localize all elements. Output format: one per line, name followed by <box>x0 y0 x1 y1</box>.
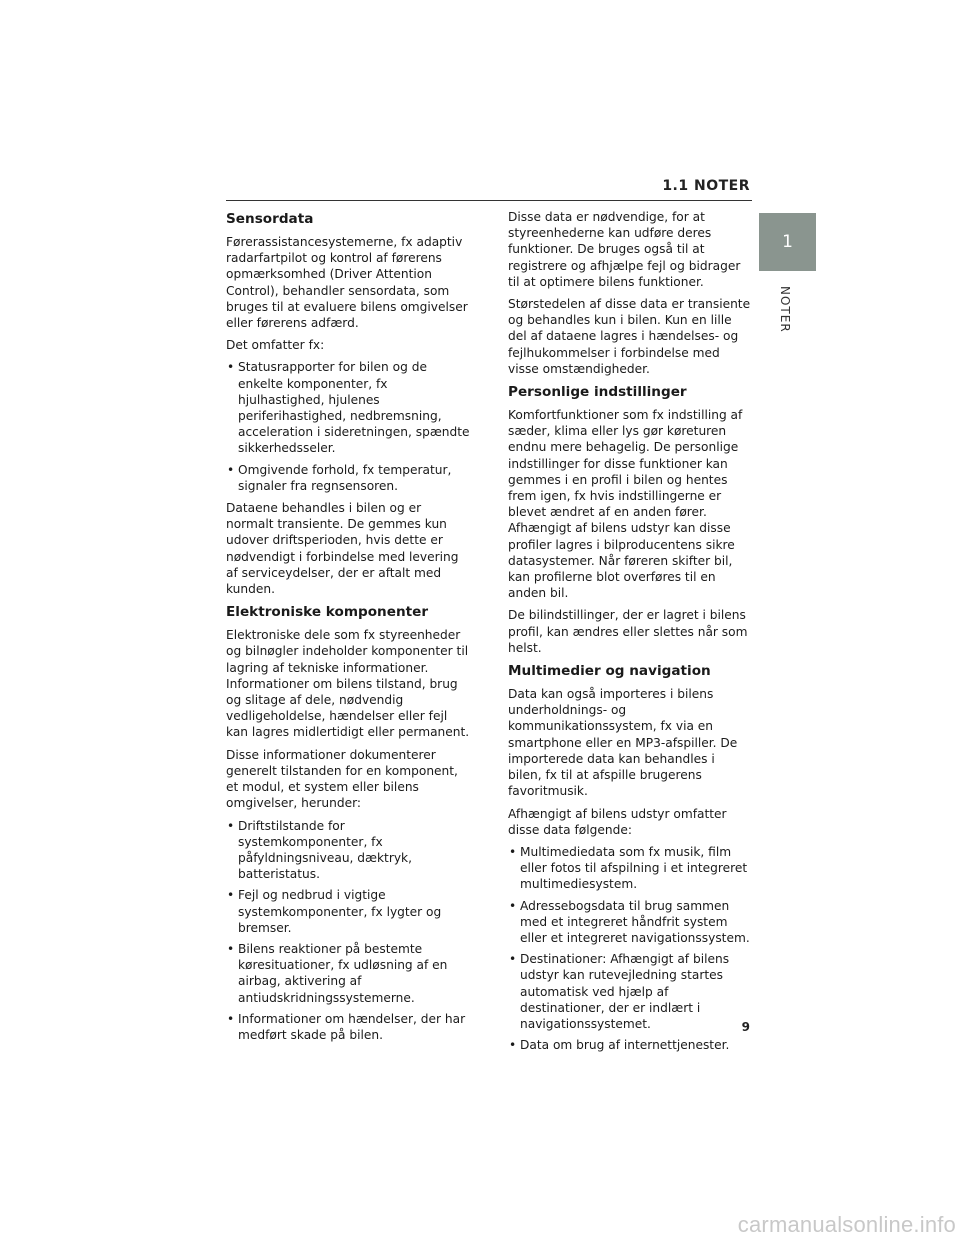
list-item <box>508 844 752 893</box>
bullet-list <box>226 818 470 1044</box>
paragraph: Størstedelen af disse data er transiente og behandles kun i bilen. Kun en lille del af dataene lagres i hændelses- og fejlhukommelser i forbindelse med visse omstændigheder. <box>508 297 751 376</box>
paragraph: Data kan også importeres i bilens underholdnings- og kommunikationssystem, fx via en smartphone eller en MP3-afspiller. De importerede data kan behandles i bilen, fx til at afspille brugerens favoritmusik. <box>508 687 738 799</box>
paragraph: Det omfatter fx: <box>226 338 325 353</box>
watermark: carmanualsonline.info <box>737 1212 956 1237</box>
list-item <box>226 941 470 1006</box>
bullet-icon: • <box>227 888 235 903</box>
paragraph: Elektroniske dele som fx styreenheder og bilnøgler indeholder komponenter til lagring af tekniske informationer. Informationer om bilens tilstand, brug og slitage af dele, nødvendig vedligeholdelse, hændelser eller fejl kan lagres midlertidigt eller permanent. <box>226 628 470 740</box>
list-item-text: Destinationer: Afhængigt af bilens udstyr kan rutevejledning startes automatisk ved hjælp af destinationer, der er indlært i navigationssystemet. <box>520 952 730 1031</box>
list-item-text: Statusrapporter for bilen og de enkelte komponenter, fx hjulhastighed, hjulenes periferihastighed, nedbremsning, acceleration i sideretningen, spændte sikkerhedsseler. <box>238 360 470 456</box>
list-item <box>226 887 470 936</box>
bullet-icon: • <box>227 941 235 956</box>
chapter-label: NOTER <box>778 286 792 333</box>
list-item <box>508 951 752 1032</box>
paragraph: Dataene behandles i bilen og er normalt transiente. De gemmes kun udover driftsperioden, hvis dette er nødvendigt i forbindelse med levering af serviceydelser, der er aftalt med kunden. <box>226 501 459 597</box>
bullet-icon: • <box>227 360 235 375</box>
paragraph: Afhængigt af bilens udstyr omfatter disse data følgende: <box>508 806 727 837</box>
bullet-icon: • <box>227 1011 235 1026</box>
list-item-text: Fejl og nedbrud i vigtige systemkomponenter, fx lygter og bremser. <box>238 888 442 935</box>
left-column <box>226 208 470 1049</box>
right-column <box>508 209 752 1059</box>
heading-personlige-indstillinger: Personlige indstillinger <box>508 384 687 401</box>
bullet-list <box>508 844 752 1053</box>
list-item-text: Multimediedata som fx musik, film eller fotos til afspilning i et integreret multimediesystem. <box>520 844 748 892</box>
page-number: 9 <box>741 1020 750 1034</box>
list-item-text: Omgivende forhold, fx temperatur, signaler fra regnsensoren. <box>238 462 452 493</box>
bullet-icon: • <box>509 1038 517 1053</box>
list-item-text: Data om brug af internettjenester. <box>520 1038 730 1053</box>
bullet-list <box>226 359 470 494</box>
list-item-text: Informationer om hændelser, der har medført skade på bilen. <box>238 1011 466 1042</box>
bullet-icon: • <box>227 462 235 477</box>
heading-elektroniske-komponenter: Elektroniske komponenter <box>226 604 429 621</box>
heading-sensordata: Sensordata <box>226 211 314 227</box>
header-divider <box>226 200 752 201</box>
list-item-text: Bilens reaktioner på bestemte køresituationer, fx udløsning af en airbag, aktivering af antiudskridningssystemerne. <box>238 941 448 1005</box>
paragraph: Komfortfunktioner som fx indstilling af sæder, klima eller lys gør køreturen endnu mere behagelig. De personlige indstillinger for disse funktioner kan gemmes i en profil i bilen og hentes frem igen, fx hvis indstillingerne er blevet ændret af en anden fører. Afhængigt af bilens udstyr kan disse profiler lagres i bilproducentens sikre datasystemer. Når føreren skifter bil, kan profilerne blot overføres til en anden bil. <box>508 408 743 601</box>
section-title: 1.1 NOTER <box>662 178 750 194</box>
bullet-icon: • <box>227 818 235 833</box>
list-item-text: Adressebogsdata til brug sammen med et integreret håndfrit system eller et integreret navigationssystem. <box>520 898 750 945</box>
paragraph: De bilindstillinger, der er lagret i bilens profil, kan ændres eller slettes når som helst. <box>508 608 748 655</box>
paragraph: Disse informationer dokumenterer generelt tilstanden for en komponent, et modul, et system eller bilens omgivelser, herunder: <box>226 747 458 811</box>
bullet-icon: • <box>509 898 517 913</box>
list-item <box>226 359 470 456</box>
chapter-tab[interactable] <box>759 213 816 271</box>
bullet-icon: • <box>509 844 517 859</box>
list-item <box>226 1011 470 1043</box>
list-item <box>508 898 752 947</box>
list-item <box>226 818 470 883</box>
list-item <box>226 462 470 494</box>
paragraph: Førerassistancesystemerne, fx adaptiv radarfartpilot og kontrol af førerens opmærksomhed (Driver Attention Control), behandler sensordata, som bruges til at evaluere bilens omgivelser eller førerens adfærd. <box>226 235 468 331</box>
list-item <box>508 1037 752 1053</box>
list-item-text: Driftstilstande for systemkomponenter, fx påfyldningsniveau, dæktryk, batteristatus. <box>238 818 412 882</box>
bullet-icon: • <box>509 952 517 967</box>
chapter-number: 1 <box>782 232 793 252</box>
heading-multimedier-og-navigation: Multimedier og navigation <box>508 663 711 680</box>
paragraph: Disse data er nødvendige, for at styreenhederne kan udføre deres funktioner. De bruges også til at registrere og afhjælpe fejl og bidrager til at optimere bilens funktioner. <box>508 210 741 289</box>
